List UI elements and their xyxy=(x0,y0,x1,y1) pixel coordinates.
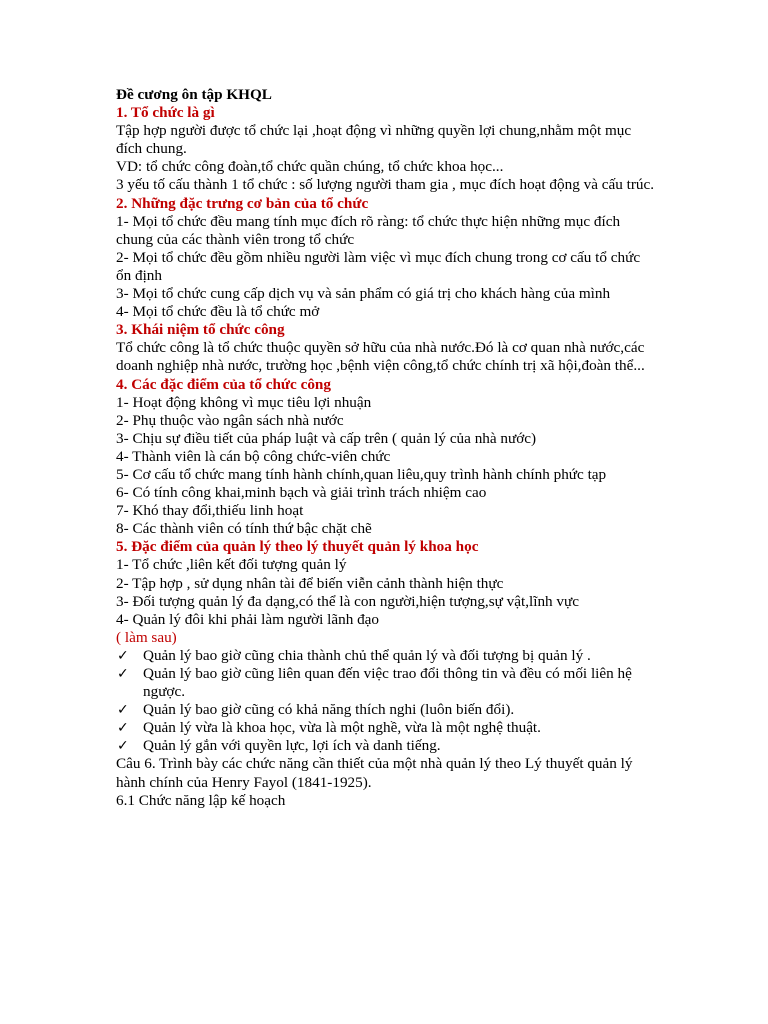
section-5-heading: 5. Đặc điểm của quản lý theo lý thuyết quản lý khoa học xyxy=(116,538,479,556)
section-2-heading: 2. Những đặc trưng cơ bản của tổ chức xyxy=(116,194,369,212)
section-4-line: 6- Có tính công khai,minh bạch và giải trình trách nhiệm cao xyxy=(116,484,487,502)
checklist-item-text: Quản lý bao giờ cũng chia thành chủ thể quản lý và đối tượng bị quản lý . xyxy=(143,646,591,664)
section-4-line: 2- Phụ thuộc vào ngân sách nhà nước xyxy=(116,411,344,429)
section-1-line: Tập hợp người được tổ chức lại ,hoạt động vì những quyền lợi chung,nhằm một mục đích chung. xyxy=(116,122,632,158)
checkmark-icon: ✓ xyxy=(117,720,129,737)
checklist-item xyxy=(116,719,656,737)
section-3-heading: 3. Khái niệm tổ chức công xyxy=(116,321,285,339)
checkmark-icon: ✓ xyxy=(117,702,129,719)
checklist-item-text: Quản lý bao giờ cũng liên quan đến việc trao đổi thông tin và đều có mối liên hệ ngược. xyxy=(143,665,632,701)
document-page xyxy=(116,86,656,810)
checklist-item-text: Quản lý vừa là khoa học, vừa là một nghề, vừa là một nghệ thuật. xyxy=(143,719,541,737)
section-4-heading: 4. Các đặc điểm của tổ chức công xyxy=(116,375,331,393)
checklist xyxy=(116,647,656,756)
section-4-line: 8- Các thành viên có tính thứ bậc chặt chẽ xyxy=(116,520,372,538)
checklist-item-text: Quản lý bao giờ cũng có khả năng thích nghi (luôn biến đổi). xyxy=(143,701,515,719)
section-4-line: 5- Cơ cấu tổ chức mang tính hành chính,quan liêu,quy trình hành chính phức tạp xyxy=(116,465,607,483)
checkmark-icon: ✓ xyxy=(117,666,129,682)
section-4-line: 1- Hoạt động không vì mục tiêu lợi nhuận xyxy=(116,393,372,411)
section-5-line: 3- Đối tượng quản lý đa dạng,có thể là con người,hiện tượng,sự vật,lĩnh vực xyxy=(116,592,579,610)
section-2-line: 1- Mọi tổ chức đều mang tính mục đích rõ ràng: tổ chức thực hiện những mục đích chung của các thành viên trong tổ chức xyxy=(116,212,621,248)
section-5-line: 1- Tổ chức ,liên kết đối tượng quản lý xyxy=(116,556,347,574)
checklist-item xyxy=(116,737,656,755)
checklist-item xyxy=(116,665,656,701)
question-6-text: Câu 6. Trình bày các chức năng cần thiết của một nhà quản lý theo Lý thuyết quản lý hành chính của Henry Fayol (1841-1925). xyxy=(116,755,633,791)
section-1-heading: 1. Tổ chức là gì xyxy=(116,104,215,122)
section-2-line: 4- Mọi tổ chức đều là tổ chức mở xyxy=(116,303,320,321)
section-3-line: Tổ chức công là tổ chức thuộc quyền sở hữu của nhà nước.Đó là cơ quan nhà nước,các doanh nghiệp nhà nước, trường học ,bệnh viện công,tổ chức chính trị xã hội,đoàn thể... xyxy=(116,339,645,375)
section-5-line: 4- Quản lý đôi khi phải làm người lãnh đạo xyxy=(116,610,380,628)
section-1-line: 3 yếu tố cấu thành 1 tổ chức : số lượng người tham gia , mục đích hoạt động và cấu trúc. xyxy=(116,176,655,194)
section-2-line: 3- Mọi tổ chức cung cấp dịch vụ và sản phẩm có giá trị cho khách hàng của mình xyxy=(116,285,611,303)
section-4-line: 7- Khó thay đổi,thiếu linh hoạt xyxy=(116,502,304,520)
section-4-line: 4- Thành viên là cán bộ công chức-viên chức xyxy=(116,447,391,465)
checklist-item xyxy=(116,647,656,665)
section-1-line: VD: tổ chức công đoàn,tổ chức quần chúng, tổ chức khoa học... xyxy=(116,158,504,176)
checkmark-icon: ✓ xyxy=(117,647,129,664)
section-4-line: 3- Chịu sự điều tiết của pháp luật và cấp trên ( quản lý của nhà nước) xyxy=(116,429,537,447)
question-6-subheading: 6.1 Chức năng lập kế hoạch xyxy=(116,791,286,809)
section-5-note: ( làm sau) xyxy=(116,628,177,646)
section-2-line: 2- Mọi tổ chức đều gồm nhiều người làm việc vì mục đích chung trong cơ cấu tổ chức ổn định xyxy=(116,248,641,284)
checklist-item xyxy=(116,701,656,719)
section-5-line: 2- Tập hợp , sử dụng nhân tài để biến viễn cảnh thành hiện thực xyxy=(116,574,504,592)
checklist-item-text: Quản lý gắn với quyền lực, lợi ích và danh tiếng. xyxy=(143,737,441,755)
document-title: Đề cương ôn tập KHQL xyxy=(116,86,272,103)
checkmark-icon: ✓ xyxy=(117,738,129,755)
